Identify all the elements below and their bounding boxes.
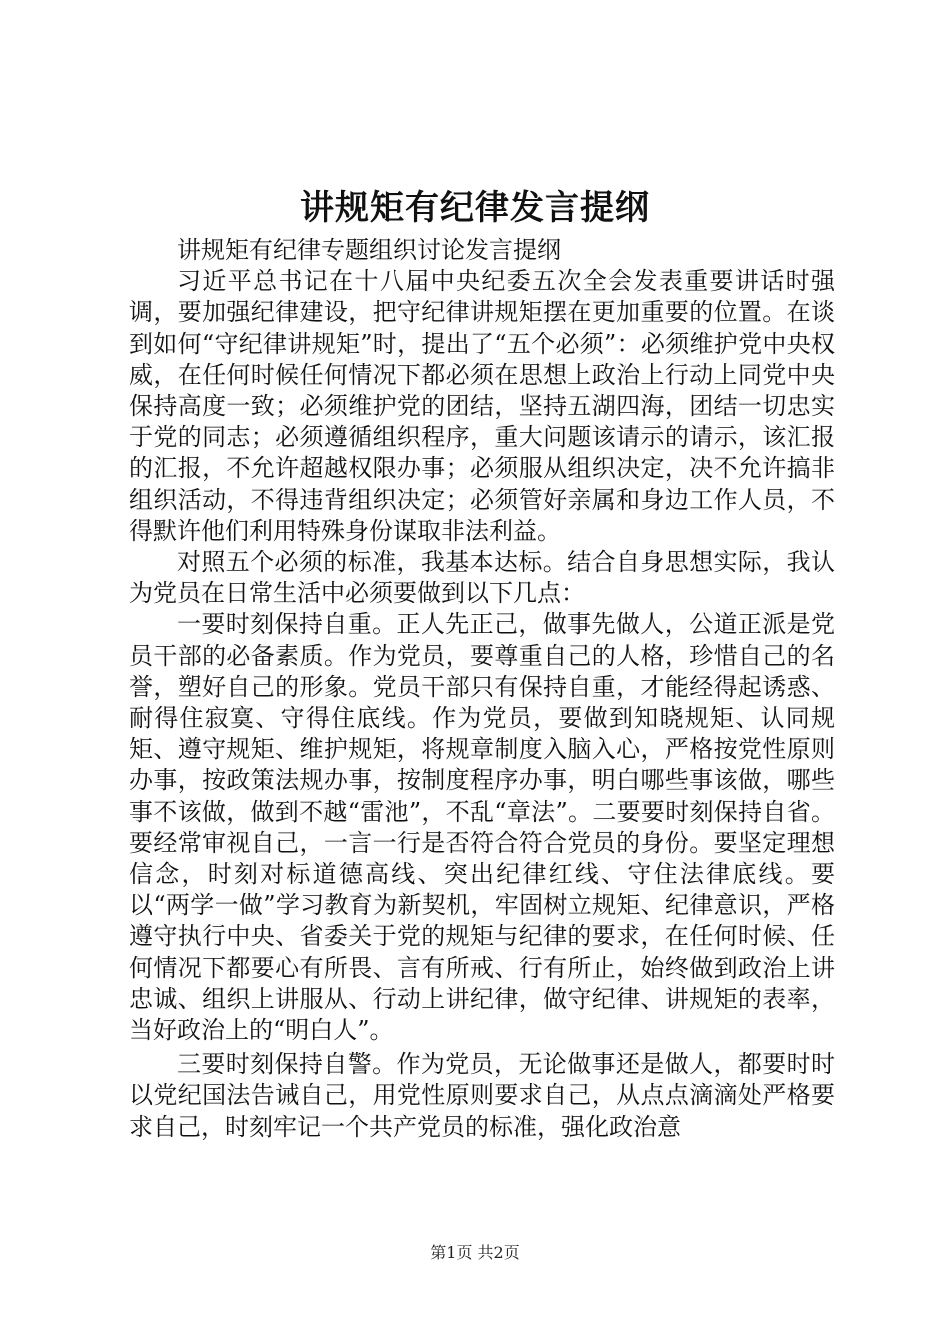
- body-paragraph-3: 一要时刻保持自重。正人先正己，做事先做人，公道正派是党员干部的必备素质。作为党员，要尊重自己的人格，珍惜自己的名誉，塑好自己的形象。党员干部只有保持自重，才能经得起诱惑、耐得住寂寞、守得住底线。作为党员，要做到知晓规矩、认同规矩、遵守规矩、维护规矩，将规章制度入脑入心，严格按党性原则办事，按政策法规办事，按制度程序办事，明白哪些事该做，哪些事不该做，做到不越“雷池”，不乱“章法”。二要要时刻保持自省。要经常审视自己，一言一行是否符合符合党员的身份。要坚定理想信念，时刻对标道德高线、突出纪律红线、守住法律底线。要以“两学一做”学习教育为新契机，牢固树立规矩、纪律意识，严格遵守执行中央、省委关于党的规矩与纪律的要求，在任何时候、任何情况下都要心有所畏、言有所戒、行有所止，始终做到政治上讲忠诚、组织上讲服从、行动上讲纪律，做守纪律、讲规矩的表率，当好政治上的“明白人”。: [129, 610, 835, 1045]
- page-footer: 第1页 共2页: [430, 1243, 520, 1262]
- document-title: 讲规矩有纪律发言提纲: [300, 188, 650, 228]
- body-paragraph-2: 对照五个必须的标准，我基本达标。结合自身思想实际，我认为党员在日常生活中必须要做到以下几点：: [129, 548, 835, 608]
- body-paragraph-4: 三要时刻保持自警。作为党员，无论做事还是做人，都要时时以党纪国法告诫自己，用党性原则要求自己，从点点滴滴处严格要求自己，时刻牢记一个共产党员的标准，强化政治意: [129, 1050, 835, 1141]
- subtitle-paragraph: 讲规矩有纪律专题组织讨论发言提纲: [177, 236, 561, 264]
- document-body: [129, 235, 835, 1143]
- body-paragraph-1: 习近平总书记在十八届中央纪委五次全会发表重要讲话时强调，要加强纪律建设，把守纪律讲规矩摆在更加重要的位置。在谈到如何“守纪律讲规矩”时，提出了“五个必须”：必须维护党中央权威，在任何时候任何情况下都必须在思想上政治上行动上同党中央保持高度一致；必须维护党的团结，坚持五湖四海，团结一切忠实于党的同志；必须遵循组织程序，重大问题该请示的请示，该汇报的汇报，不允许超越权限办事；必须服从组织决定，决不允许搞非组织活动，不得违背组织决定；必须管好亲属和身边工作人员，不得默许他们利用特殊身份谋取非法利益。: [129, 267, 835, 545]
